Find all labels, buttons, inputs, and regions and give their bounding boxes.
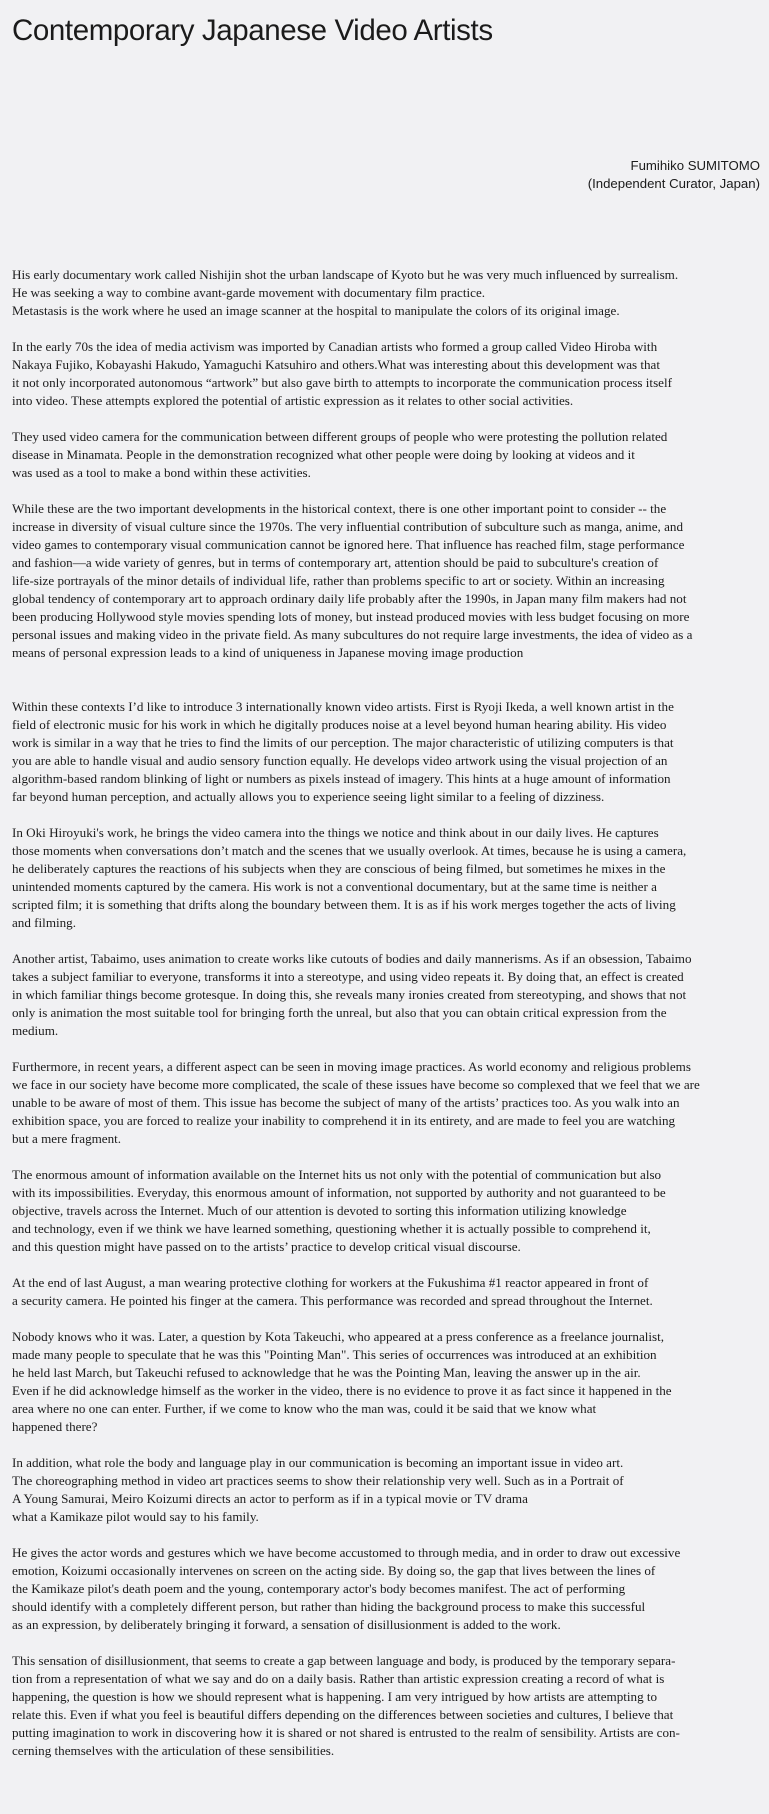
author-name: Fumihiko SUMITOMO <box>630 158 760 173</box>
paragraph-line: His early documentary work called Nishijin shot the urban landscape of Kyoto but he was very much influenced by surrealism. <box>12 267 679 282</box>
paragraph-line: only is animation the most suitable tool for bringing forth the unreal, but also that you can obtain critical expression from the <box>12 1005 667 1020</box>
paragraph-line: means of personal expression leads to a kind of uniqueness in Japanese moving image production <box>12 645 524 660</box>
paragraph-line: unable to be aware of most of them. This issue has become the subject of many of the artists’ practices too. As you walk into an <box>12 1095 680 1110</box>
paragraph-line: objective, travels across the Internet. Much of our attention is devoted to sorting this information utilizing knowledge <box>12 1203 627 1218</box>
paragraph-line: medium. <box>12 1023 59 1038</box>
paragraph-line: and this question might have passed on to the artists’ practice to develop critical visual discourse. <box>12 1239 521 1254</box>
author-block <box>588 157 760 193</box>
paragraph-line: as an expression, by deliberately bringing it forward, a sensation of disillusionment is added to the work. <box>12 1617 561 1632</box>
paragraph-line: He gives the actor words and gestures which we have become accustomed to through media, and in order to draw out excessive <box>12 1545 681 1560</box>
article-body <box>12 266 762 1778</box>
paragraph-line: work is similar in a way that he tries to find the limits of our perception. The major characteristic of utilizing computers is that <box>12 735 674 750</box>
paragraph-line: In Oki Hiroyuki's work, he brings the video camera into the things we notice and think about in our daily lives. He captures <box>12 825 659 840</box>
paragraph-line: global tendency of contemporary art to approach ordinary daily life probably after the 1990s, in Japan many film makers had not <box>12 591 687 606</box>
paragraph <box>12 698 762 806</box>
paragraph <box>12 338 762 410</box>
paragraph-line: emotion, Koizumi occasionally intervenes on screen on the acting side. By doing so, the gap that lives between the lines of <box>12 1563 656 1578</box>
paragraph-line: While these are the two important developments in the historical context, there is one other important point to consider -- the <box>12 501 667 516</box>
paragraph-line: He was seeking a way to combine avant-garde movement with documentary film practice. <box>12 285 486 300</box>
paragraph <box>12 1652 762 1760</box>
paragraph-line: in which familiar things become grotesque. In doing this, she reveals many ironies created from stereotyping, and shows that not <box>12 987 687 1002</box>
paragraph-line: This sensation of disillusionment, that seems to create a gap between language and body, is produced by the temporary separa- <box>12 1653 676 1668</box>
author-affiliation: (Independent Curator, Japan) <box>587 176 760 191</box>
paragraph-line: and filming. <box>12 915 77 930</box>
paragraph <box>12 266 762 320</box>
paragraph-line: he deliberately captures the reactions of his subjects when they are conscious of being filmed, but sometimes he mixes in the <box>12 861 666 876</box>
paragraph-line: At the end of last August, a man wearing protective clothing for workers at the Fukushima #1 reactor appeared in front of <box>12 1275 649 1290</box>
paragraph-line: you are able to handle visual and audio sensory function equally. He develops video artwork using the visual projection of an <box>12 753 668 768</box>
paragraph <box>12 500 762 662</box>
paragraph-line: The enormous amount of information available on the Internet hits us not only with the potential of communication but also <box>12 1167 662 1182</box>
paragraph-line: was used as a tool to make a bond within these activities. <box>12 465 311 480</box>
paragraph-line: tion from a representation of what we say and do on a daily basis. Rather than artistic expression creating a record of what is <box>12 1671 665 1686</box>
paragraph-line: They used video camera for the communication between different groups of people who were protesting the pollution related <box>12 429 668 444</box>
paragraph-line: Metastasis is the work where he used an image scanner at the hospital to manipulate the colors of its original image. <box>12 303 620 318</box>
paragraph-line: exhibition space, you are forced to realize your inability to comprehend it in its entirety, and are made to feel you are watching <box>12 1113 676 1128</box>
paragraph-line: Furthermore, in recent years, a different aspect can be seen in moving image practices. As world economy and religious problems <box>12 1059 691 1074</box>
paragraph-line: made many people to speculate that he was this "Pointing Man". This series of occurrences was introduced at an exhibition <box>12 1347 657 1362</box>
paragraph-line: relate this. Even if what you feel is beautiful differs depending on the differences between societies and cultures, I believe that <box>12 1707 674 1722</box>
paragraph-line: In the early 70s the idea of media activism was imported by Canadian artists who formed a group called Video Hiroba with <box>12 339 658 354</box>
paragraph-line: far beyond human perception, and actually allows you to experience seeing light similar to a feeling of dizziness. <box>12 789 605 804</box>
paragraph-line: Within these contexts I’d like to introduce 3 internationally known video artists. First is Ryoji Ikeda, a well known artist in the <box>12 699 674 714</box>
paragraph-line: personal issues and making video in the private field. As many subcultures do not require large investments, the idea of video as a <box>12 627 693 642</box>
paragraph-line: increase in diversity of visual culture since the 1970s. The very influential contribution of subculture such as manga, anime, and <box>12 519 683 534</box>
paragraph-line: area where no one can enter. Further, if we come to know who the man was, could it be said that we know what <box>12 1401 597 1416</box>
paragraph-line: those moments when conversations don’t match and the scenes that we usually overlook. At times, because he is using a camera, <box>12 843 687 858</box>
paragraph <box>12 1544 762 1634</box>
paragraph-line: Even if he did acknowledge himself as the worker in the video, there is no evidence to prove it as fact since it happened in the <box>12 1383 672 1398</box>
paragraph-line: scripted film; it is something that drifts along the boundary between them. It is as if his work merges together the acts of living <box>12 897 676 912</box>
paragraph <box>12 428 762 482</box>
paragraph-line: into video. These attempts explored the potential of artistic expression as it relates to other social activities. <box>12 393 574 408</box>
paragraph-line: with its impossibilities. Everyday, this enormous amount of information, not supported by authority and not guaranteed to be <box>12 1185 666 1200</box>
paragraph-line: Another artist, Tabaimo, uses animation to create works like cutouts of bodies and daily mannerisms. As if an obsession, Tabaimo <box>12 951 692 966</box>
paragraph-line: cerning themselves with the articulation of these sensibilities. <box>12 1743 335 1758</box>
paragraph <box>12 1328 762 1436</box>
paragraph-line: putting imagination to work in discovering how it is shared or not shared is entrusted to the realm of sensibility. Artists are con- <box>12 1725 680 1740</box>
paragraph-line: life-size portrayals of the minor details of individual life, rather than problems specific to art or society. Within an increasing <box>12 573 665 588</box>
paragraph-line: he held last March, but Takeuchi refused to acknowledge that he was the Pointing Man, leaving the answer up in the air. <box>12 1365 641 1380</box>
paragraph-line: field of electronic music for his work in which he digitally produces noise at a level beyond human hearing ability. His video <box>12 717 667 732</box>
paragraph <box>12 1058 762 1148</box>
paragraph-line: takes a subject familiar to everyone, transforms it into a stereotype, and using video repeats it. By doing that, an effect is created <box>12 969 684 984</box>
paragraph-line: what a Kamikaze pilot would say to his family. <box>12 1509 259 1524</box>
paragraph-line: The choreographing method in video art practices seems to show their relationship very well. Such as in a Portrait of <box>12 1473 624 1488</box>
paragraph <box>12 824 762 932</box>
paragraph-line: been producing Hollywood style movies spending lots of money, but instead produced movies with less budget focusing on more <box>12 609 690 624</box>
paragraph-line: Nakaya Fujiko, Kobayashi Hakudo, Yamaguchi Katsuhiro and others.What was interesting about this development was that <box>12 357 661 372</box>
paragraph-line: In addition, what role the body and language play in our communication is becoming an important issue in video art. <box>12 1455 624 1470</box>
paragraph <box>12 1166 762 1256</box>
paragraph-line: but a mere fragment. <box>12 1131 122 1146</box>
paragraph-line: happened there? <box>12 1419 98 1434</box>
paragraph-line: algorithm-based random blinking of light or numbers as pixels instead of imagery. This hints at a huge amount of information <box>12 771 671 786</box>
paragraph-line: the Kamikaze pilot's death poem and the young, contemporary actor's body becomes manifest. The act of performing <box>12 1581 626 1596</box>
paragraph-line: and fashion—a wide variety of genres, but in terms of contemporary art, attention should be paid to subculture's creation of <box>12 555 659 570</box>
paragraph <box>12 1454 762 1526</box>
page-title: Contemporary Japanese Video Artists <box>12 14 493 47</box>
paragraph-line: and technology, even if we think we have learned something, questioning whether it is actually possible to comprehend it, <box>12 1221 651 1236</box>
paragraph-line: Nobody knows who it was. Later, a question by Kota Takeuchi, who appeared at a press conference as a freelance journalist, <box>12 1329 665 1344</box>
paragraph-line: A Young Samurai, Meiro Koizumi directs an actor to perform as if in a typical movie or TV drama <box>12 1491 528 1506</box>
paragraph-line: unintended moments captured by the camera. His work is not a conventional documentary, but at the same time is neither a <box>12 879 657 894</box>
paragraph <box>12 950 762 1040</box>
paragraph-line: it not only incorporated autonomous “artwork” but also gave birth to attempts to incorporate the communication process itself <box>12 375 672 390</box>
paragraph-line: we face in our society have become more complicated, the scale of these issues have become so complexed that we feel that we are <box>12 1077 700 1092</box>
paragraph-line: disease in Minamata. People in the demonstration recognized what other people were doing by looking at videos and it <box>12 447 635 462</box>
paragraph-line: should identify with a completely different person, but rather than hiding the background process to make this successful <box>12 1599 646 1614</box>
paragraph-line: a security camera. He pointed his finger at the camera. This performance was recorded and spread throughout the Internet. <box>12 1293 653 1308</box>
paragraph <box>12 1274 762 1310</box>
paragraph-line: happening, the question is how we should represent what is happening. I am very intrigued by how artists are attempting to <box>12 1689 658 1704</box>
paragraph-line: video games to contemporary visual communication cannot be ignored here. That influence has reached film, stage performance <box>12 537 685 552</box>
